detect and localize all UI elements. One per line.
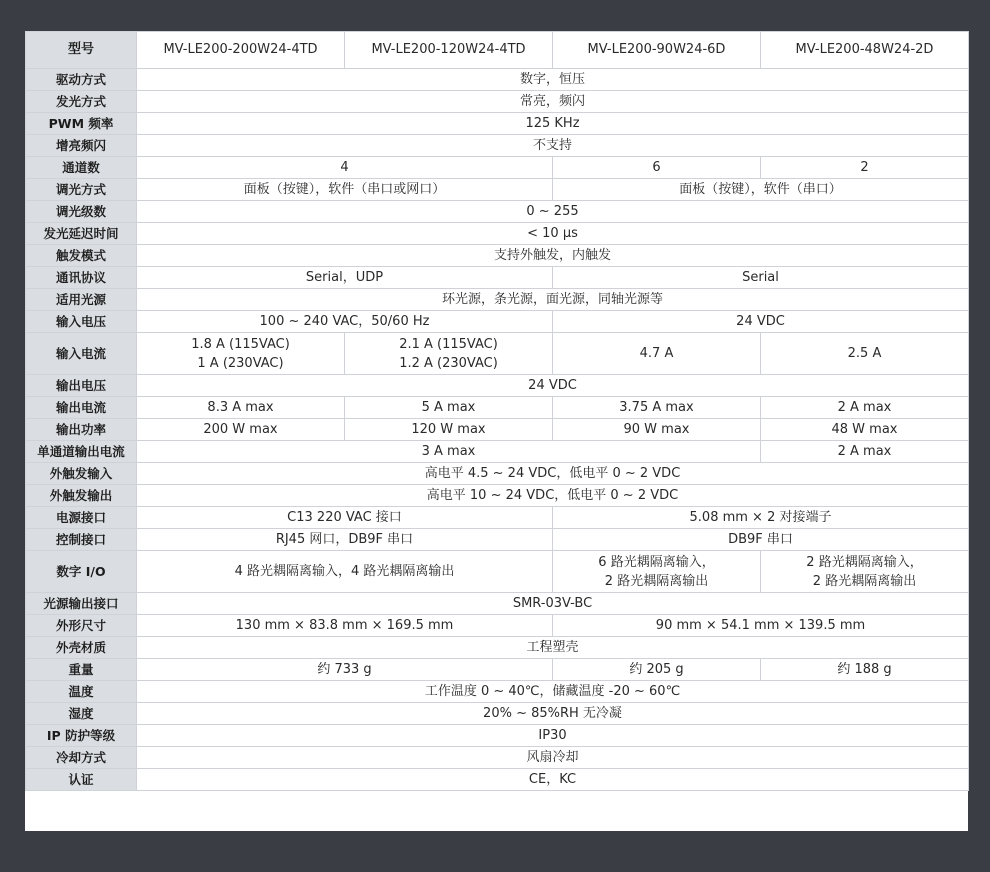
row-label: PWM 频率 <box>26 113 137 135</box>
row-label: 驱动方式 <box>26 69 137 91</box>
spec-row <box>26 593 969 615</box>
spec-value: 约 733 g <box>137 659 553 681</box>
spec-value <box>345 333 553 375</box>
spec-row <box>26 725 969 747</box>
spec-value: 5 A max <box>345 397 553 419</box>
row-label: 冷却方式 <box>26 747 137 769</box>
spec-value-line: 2 路光耦隔离输出 <box>812 573 917 589</box>
spec-value: 常亮，频闪 <box>137 91 969 113</box>
spec-value: 3.75 A max <box>553 397 761 419</box>
spec-row <box>26 333 969 375</box>
row-label: 适用光源 <box>26 289 137 311</box>
spec-value: 约 205 g <box>553 659 761 681</box>
spec-value: 工程塑壳 <box>137 637 969 659</box>
spec-row <box>26 113 969 135</box>
spec-value: 2 <box>761 157 969 179</box>
model-name: MV-LE200-90W24-6D <box>553 32 761 69</box>
spec-value: 面板（按键），软件（串口） <box>553 179 969 201</box>
row-label: 认证 <box>26 769 137 791</box>
row-label: 增亮频闪 <box>26 135 137 157</box>
spec-table-body <box>26 32 969 791</box>
spec-value: 100 ~ 240 VAC，50/60 Hz <box>137 311 553 333</box>
row-label: 电源接口 <box>26 507 137 529</box>
row-label: 光源输出接口 <box>26 593 137 615</box>
spec-value: 面板（按键），软件（串口或网口） <box>137 179 553 201</box>
spec-value: 5.08 mm × 2 对接端子 <box>553 507 969 529</box>
spec-row <box>26 289 969 311</box>
spec-value: RJ45 网口，DB9F 串口 <box>137 529 553 551</box>
spec-row <box>26 91 969 113</box>
spec-row <box>26 267 969 289</box>
row-label: 调光级数 <box>26 201 137 223</box>
spec-value-line: 2 路光耦隔离输出 <box>604 573 709 589</box>
spec-row <box>26 179 969 201</box>
spec-row <box>26 703 969 725</box>
row-label: 温度 <box>26 681 137 703</box>
spec-value: 24 VDC <box>137 375 969 397</box>
row-label: 重量 <box>26 659 137 681</box>
spec-row <box>26 769 969 791</box>
spec-value: 高电平 10 ~ 24 VDC，低电平 0 ~ 2 VDC <box>137 485 969 507</box>
row-label: 通道数 <box>26 157 137 179</box>
row-label: 发光延迟时间 <box>26 223 137 245</box>
spec-value: 环光源，条光源，面光源，同轴光源等 <box>137 289 969 311</box>
row-label: 数字 I/O <box>26 551 137 593</box>
spec-value: 125 KHz <box>137 113 969 135</box>
spec-row <box>26 135 969 157</box>
spec-row <box>26 223 969 245</box>
spec-value: 4.7 A <box>553 333 761 375</box>
row-label: 外形尺寸 <box>26 615 137 637</box>
spec-value: 支持外触发，内触发 <box>137 245 969 267</box>
row-label: 湿度 <box>26 703 137 725</box>
row-label: 输出功率 <box>26 419 137 441</box>
model-name: MV-LE200-120W24-4TD <box>345 32 553 69</box>
spec-row <box>26 245 969 267</box>
row-label: 触发模式 <box>26 245 137 267</box>
spec-row <box>26 311 969 333</box>
spec-value <box>137 333 345 375</box>
spec-row <box>26 485 969 507</box>
spec-value: 90 W max <box>553 419 761 441</box>
spec-value: < 10 μs <box>137 223 969 245</box>
spec-value-line: 1.2 A (230VAC) <box>399 355 498 371</box>
spec-value: 2 A max <box>761 441 969 463</box>
row-label: 外壳材质 <box>26 637 137 659</box>
spec-row <box>26 637 969 659</box>
spec-table <box>25 31 969 791</box>
spec-row <box>26 397 969 419</box>
row-label: 单通道输出电流 <box>26 441 137 463</box>
spec-value: 工作温度 0 ~ 40℃，储藏温度 -20 ~ 60℃ <box>137 681 969 703</box>
spec-row <box>26 419 969 441</box>
spec-row <box>26 201 969 223</box>
spec-value: Serial，UDP <box>137 267 553 289</box>
row-label: 发光方式 <box>26 91 137 113</box>
spec-row <box>26 441 969 463</box>
spec-value-line: 6 路光耦隔离输入， <box>598 554 715 570</box>
spec-value-line: 2 路光耦隔离输入， <box>806 554 923 570</box>
spec-value: 24 VDC <box>553 311 969 333</box>
spec-value: 不支持 <box>137 135 969 157</box>
spec-value: SMR-03V-BC <box>137 593 969 615</box>
spec-row <box>26 463 969 485</box>
spec-value: 4 <box>137 157 553 179</box>
row-label: 外触发输入 <box>26 463 137 485</box>
spec-value: 120 W max <box>345 419 553 441</box>
spec-value: 48 W max <box>761 419 969 441</box>
spec-value <box>761 551 969 593</box>
spec-value-line: 2.1 A (115VAC) <box>399 336 498 352</box>
spec-value: 风扇冷却 <box>137 747 969 769</box>
header-row <box>26 32 969 69</box>
spec-value: 数字，恒压 <box>137 69 969 91</box>
row-label: 输入电压 <box>26 311 137 333</box>
spec-row <box>26 659 969 681</box>
spec-value: 90 mm × 54.1 mm × 139.5 mm <box>553 615 969 637</box>
spec-value: 8.3 A max <box>137 397 345 419</box>
spec-value: C13 220 VAC 接口 <box>137 507 553 529</box>
row-label: 调光方式 <box>26 179 137 201</box>
row-label: 控制接口 <box>26 529 137 551</box>
spec-value <box>553 551 761 593</box>
spec-value: DB9F 串口 <box>553 529 969 551</box>
spec-value: 4 路光耦隔离输入，4 路光耦隔离输出 <box>137 551 553 593</box>
spec-row <box>26 615 969 637</box>
row-label: 输出电流 <box>26 397 137 419</box>
spec-value: 6 <box>553 157 761 179</box>
spec-row <box>26 507 969 529</box>
spec-value: 约 188 g <box>761 659 969 681</box>
spec-row <box>26 529 969 551</box>
header-label: 型号 <box>26 32 137 69</box>
spec-value: 130 mm × 83.8 mm × 169.5 mm <box>137 615 553 637</box>
row-label: IP 防护等级 <box>26 725 137 747</box>
spec-value: 2 A max <box>761 397 969 419</box>
spec-value: 20% ~ 85%RH 无冷凝 <box>137 703 969 725</box>
spec-row <box>26 69 969 91</box>
spec-row <box>26 157 969 179</box>
model-name: MV-LE200-48W24-2D <box>761 32 969 69</box>
spec-value: Serial <box>553 267 969 289</box>
row-label: 输入电流 <box>26 333 137 375</box>
spec-value: 3 A max <box>137 441 761 463</box>
spec-row <box>26 551 969 593</box>
row-label: 外触发输出 <box>26 485 137 507</box>
spec-table-frame <box>25 31 968 831</box>
spec-row <box>26 681 969 703</box>
spec-value: 2.5 A <box>761 333 969 375</box>
spec-row <box>26 747 969 769</box>
spec-value: IP30 <box>137 725 969 747</box>
spec-value: CE，KC <box>137 769 969 791</box>
spec-value: 高电平 4.5 ~ 24 VDC，低电平 0 ~ 2 VDC <box>137 463 969 485</box>
row-label: 通讯协议 <box>26 267 137 289</box>
spec-value-line: 1.8 A (115VAC) <box>191 336 290 352</box>
spec-value: 0 ~ 255 <box>137 201 969 223</box>
spec-value-line: 1 A (230VAC) <box>197 355 284 371</box>
row-label: 输出电压 <box>26 375 137 397</box>
spec-value: 200 W max <box>137 419 345 441</box>
model-name: MV-LE200-200W24-4TD <box>137 32 345 69</box>
spec-row <box>26 375 969 397</box>
